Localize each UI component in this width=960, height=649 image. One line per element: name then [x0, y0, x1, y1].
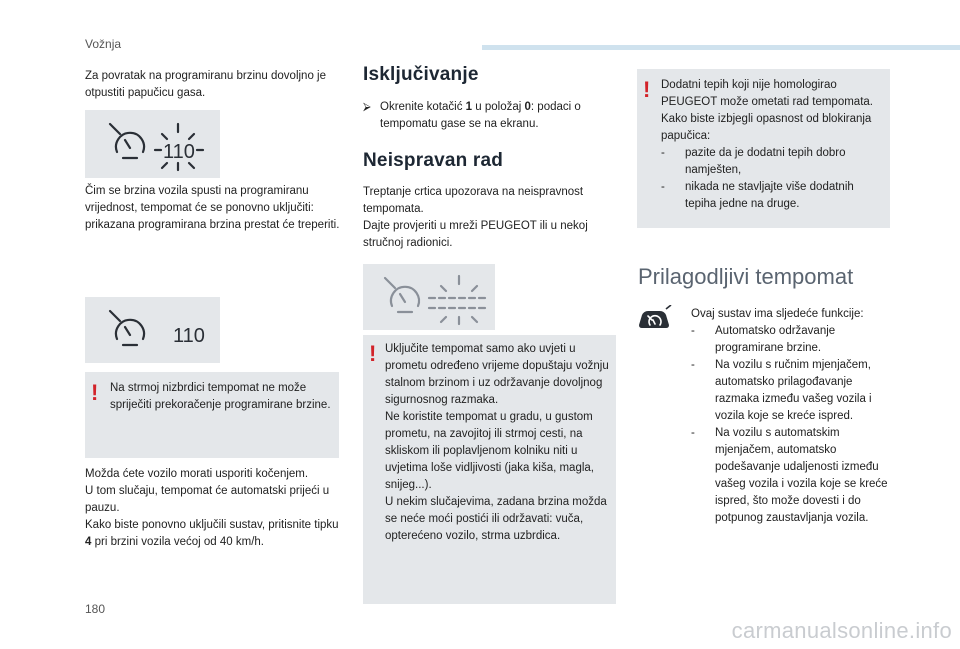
list-item: - Automatsko održavanje programirane brzine. — [691, 325, 836, 354]
warning-box-downhill — [85, 372, 339, 458]
col1-para3-line3: Kako biste ponovno uključili sustav, pritisnite tipku 4 pri brzini vozila većoj od 40 km/h. — [85, 519, 339, 548]
col1-para3-line1: Možda ćete vozilo morati usporiti kočenjem. — [85, 468, 309, 480]
col2-para2: Dajte provjeriti u mreži PEUGEOT ili u nekoj stručnoj radionici. — [363, 220, 588, 249]
col1-para3 — [85, 466, 347, 551]
header-bar — [482, 45, 960, 50]
bullet-switch-off: ⮚ Okrenite kotačić 1 u položaj 0: podaci o tempomatu gase se na ekranu. — [363, 101, 581, 130]
features-intro: Ovaj sustav ima sljedeće funkcije: — [691, 308, 864, 320]
warning-usage-text — [385, 341, 610, 545]
heading-malfunction: Neispravan rad — [363, 150, 504, 171]
speedometer-fault-icon — [363, 264, 495, 330]
list-item: - Na vozilu s ručnim mjenjačem, automatsko prilagođavanje razmaka između vašeg vozila i vozila koje se kreće ispred. — [691, 359, 872, 422]
arrow-bullet-icon: ⮚ — [363, 101, 371, 113]
warning-icon: ! — [643, 77, 651, 102]
col1-intro: Za povratak na programiranu brzinu dovoljno je otpustiti papučicu gasa. — [85, 70, 326, 99]
svg-text:110: 110 — [163, 141, 195, 163]
heading-adaptive-cruise: Prilagodljivi tempomat — [638, 264, 854, 289]
warning-icon: ! — [91, 380, 99, 405]
speedometer-icon — [85, 297, 220, 363]
warning-floor-mat-intro: Dodatni tepih koji nije homologirao PEUGEOT može ometati rad tempomata. Kako biste izbjegli opasnost od blokiranja papučica: — [661, 79, 873, 142]
warning-box-usage — [363, 335, 616, 604]
speed-display-steady — [85, 297, 220, 363]
watermark: carmanualsonline.info — [731, 618, 952, 643]
warning-usage-line: Uključite tempomat samo ako uvjeti u prometu određeno vrijeme dopuštaju vožnju stalnom brzinom i uz održavanje dovoljnog sigurnosnog razmaka. — [385, 343, 609, 406]
speed-display-fault — [363, 264, 495, 330]
heading-switching-off: Isključivanje — [363, 64, 479, 85]
warning-floor-mat-text — [661, 77, 885, 213]
section-title: Vožnja — [85, 37, 122, 51]
warning-icon: ! — [369, 341, 377, 366]
warning-box-floor-mat — [637, 69, 890, 228]
col1-para3-line2: U tom slučaju, tempomat će automatski prijeći u pauzu. — [85, 485, 330, 514]
page-number: 180 — [85, 602, 106, 616]
col1-para2: Čim se brzina vozila spusti na programiranu vrijednost, tempomat će se ponovno uključiti: prikazana programirana brzina prestat će treperiti. — [85, 185, 340, 231]
speed-display-blinking — [85, 110, 220, 178]
list-item: - nikada ne stavljajte više dodatnih tepiha jedne na druge. — [661, 181, 854, 210]
adaptive-cruise-icon — [636, 305, 674, 335]
speedometer-blink-icon — [85, 110, 220, 178]
col2-malfunction-text — [363, 184, 611, 252]
warning-usage-line: Ne koristite tempomat u gradu, u gustom prometu, na zavojitoj ili strmoj cesti, na skliskom ili poplavljenom kolniku niti u uvjetima loše vidljivosti (jaka kiša, magla, snijeg...). — [385, 411, 594, 491]
svg-text:110: 110 — [173, 325, 205, 347]
warning-text: Na strmoj nizbrdici tempomat ne može spriječiti prekoračenje programirane brzine. — [110, 382, 331, 411]
col2-para1: Treptanje crtica upozorava na neispravnost tempomata. — [363, 186, 584, 215]
list-item: - pazite da je dodatni tepih dobro namješten, — [661, 147, 846, 176]
warning-usage-line: U nekim slučajevima, zadana brzina možda se neće moći postići ili održavati: vuča, opterećeno vozilo, strma uzbrdica. — [385, 496, 607, 542]
adaptive-cruise-features — [691, 306, 891, 527]
list-item: - Na vozilu s automatskim mjenjačem, automatsko podešavanje udaljenosti između vašeg vozila i vozila koje se kreće ispred, što može dovesti i do potpunog zaustavljanja vozila. — [691, 427, 888, 524]
